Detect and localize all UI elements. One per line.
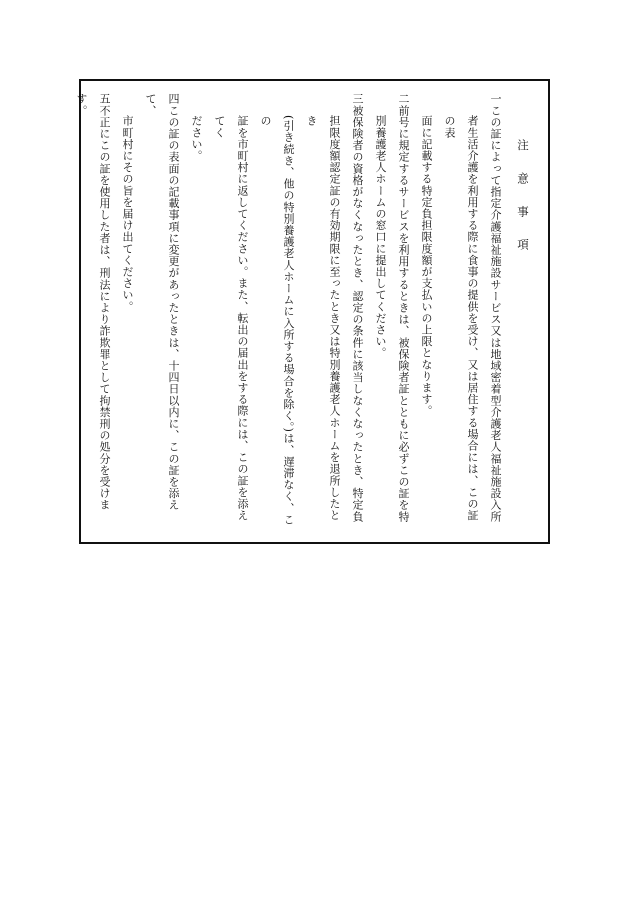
item-number: 五 bbox=[98, 93, 111, 105]
notice-item-4 bbox=[139, 93, 185, 531]
notice-item-1-continuation bbox=[438, 93, 484, 531]
notice-title: 注 意 事 項 bbox=[516, 139, 530, 259]
notice-item-5 bbox=[70, 93, 116, 531]
notice-item-3-continuation bbox=[254, 93, 300, 531]
item-text-line: この証によって指定介護福祉施設サービス又は地域密着型介護老人福祉施設入所 bbox=[489, 104, 502, 523]
item-number: 四 bbox=[167, 93, 180, 105]
notice-item-4-continuation bbox=[116, 93, 139, 531]
item-text-line: (引き続き、他の特別養護老人ホームに入所する場合を除く。)は、遅滞なく、この bbox=[259, 115, 295, 526]
notice-item-3-continuation bbox=[185, 93, 208, 531]
item-number: 一 bbox=[489, 93, 502, 105]
notice-item-3 bbox=[346, 93, 369, 531]
notice-item-3-continuation bbox=[300, 93, 346, 531]
item-text-line: この証の表面の記載事項に変更があったときは、十四日以内に、この証を添えて、 bbox=[144, 93, 180, 511]
notice-item-1 bbox=[484, 93, 507, 531]
notice-item-2-continuation bbox=[369, 93, 392, 531]
item-text-line: 不正にこの証を使用した者は、刑法により詐欺罪として拘禁刑の処分を受けます。 bbox=[75, 93, 111, 511]
item-number: 三 bbox=[351, 93, 364, 105]
item-text-line: ださい。 bbox=[190, 115, 203, 162]
item-text-line: 被保険者の資格がなくなったとき、認定の条件に該当しなくなったとき、特定負 bbox=[351, 104, 364, 523]
notice-frame bbox=[75, 79, 550, 544]
item-number: 二 bbox=[397, 93, 410, 105]
item-text-line: 者生活介護を利用する際に食事の提供を受け、又は居住する場合には、この証の表 bbox=[443, 115, 479, 521]
notice-body bbox=[75, 93, 534, 531]
item-text-line: 担限度額認定証の有効期限に至ったとき又は特別養護老人ホームを退所したとき bbox=[305, 115, 341, 521]
notice-item-1-continuation bbox=[415, 93, 438, 531]
notice-item-2 bbox=[392, 93, 415, 531]
item-text-line: 市町村にその旨を届け出てください。 bbox=[121, 115, 134, 313]
item-text-line: 別養護老人ホームの窓口に提出してください。 bbox=[374, 115, 387, 359]
notice-item-3-continuation bbox=[208, 93, 254, 531]
item-text-line: 面に記載する特定負担限度額が支払いの上限となります。 bbox=[420, 115, 433, 417]
item-text-line: 証を市町村に返してください。また、転出の届出をする際には、この証を添えてく bbox=[213, 115, 249, 521]
item-text-line: 前号に規定するサービスを利用するときは、被保険者証とともに必ずこの証を特 bbox=[397, 104, 410, 523]
